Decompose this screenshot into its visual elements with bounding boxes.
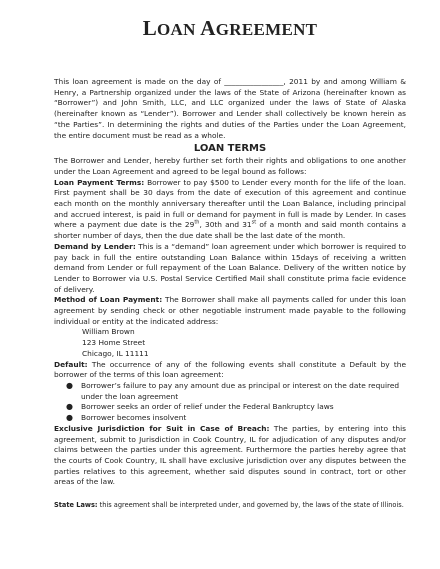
intro-paragraph: This loan agreement is made on the day of ________________, 2011 by and among William & Henry, a Partnership organized under the laws of the State of Arizona (hereinafter known as “Borrower”) and John Smith, LLC, and LLC organized under the laws of State of Alaska (hereinafter known as “Lender”). Borrower and Lender shall collectively be known herein as “the Parties”. In determining the rights and duties of the Parties under the Loan Agreement, the entire document must be read as a whole. [54, 77, 406, 140]
payment-address [82, 327, 406, 359]
payment-terms-label: Loan Payment Terms: [54, 177, 145, 187]
address-city: Chicago, IL 11111 [82, 348, 149, 358]
loan-terms-heading: LOAN TERMS [193, 143, 267, 155]
bullet-icon: ● [66, 402, 73, 412]
state-laws-label: State Laws: [54, 501, 98, 510]
list-item: ● Borrower seeks an order of relief under the Federal Bankruptcy laws [66, 402, 334, 412]
default-events-list [54, 381, 406, 424]
list-item: ● Borrower’s failure to pay any amount due as principal or interest on the date required under the loan agreement [66, 380, 400, 401]
demand-label: Demand by Lender: [54, 241, 136, 251]
document-title: LOAN AGREEMENT [142, 16, 318, 40]
default-paragraph: Default: The occurrence of any of the following events shall constitute a Default by the borrower of the terms of this loan agreement: [54, 359, 406, 380]
jurisdiction-paragraph: Exclusive Jurisdiction for Suit in Case of Breach: The parties, by entering into this agreement, submit to Jurisdiction in Cook Country, IL for adjudication of any disputes and/or claims between the parties under this agreement. Furthermore the parties hereby agree that the courts of Cook Country, IL shall have exclusive jurisdiction over any disputes between the parties relatives to this agreement, whether said disputes sound in contract, tort or other areas of the law. [54, 423, 406, 487]
terms-intro-paragraph: The Borrower and Lender, hereby further set forth their rights and obligations to one another under the Loan Agreement and agreed to be legal bound as follows: [54, 156, 406, 176]
bullet-icon: ● [66, 380, 73, 390]
jurisdiction-label: Exclusive Jurisdiction for Suit in Case of Breach: [54, 423, 270, 433]
document-page [54, 0, 406, 510]
default-label: Default: [54, 359, 88, 369]
demand-paragraph: Demand by Lender: This is a “demand” loan agreement under which borrower is required to pay back in full the entire outstanding Loan Balance within 15days of receiving a written demand from Lender or full repayment of the Loan Balance. Delivery of the written notice by Lender to Borrower via U.S. Postal Service Certified Mail shall constitute prima facie evidence of delivery. [54, 241, 406, 294]
address-name: William Brown [82, 327, 135, 337]
state-laws-paragraph: State Laws: this agreement shall be interpreted under, and governed by, the laws of the state of Illinois. [54, 501, 404, 510]
payment-terms-paragraph: Loan Payment Terms: Borrower to pay $500 to Lender every month for the life of the loan. First payment shall be 30 days from the date of execution of this agreement and continue each month on the monthly anniversary thereafter until the Loan Balance, including principal and accrued interest, is paid in full or demand for payment in full is made by Lender. In cases where a payment due date is the 29th, 30th and 31st of a month and said month contains a shorter number of days, then the due date shall be the last date of the month. [54, 177, 406, 241]
list-item: ● Borrower becomes insolvent [66, 413, 187, 423]
method-paragraph: Method of Loan Payment: The Borrower shall make all payments called for under this loan agreement by sending check or other negotiable instrument made payable to the following individual or entity at the indicated address: [54, 295, 406, 326]
method-label: Method of Loan Payment: [54, 295, 163, 305]
address-street: 123 Home Street [82, 338, 146, 348]
bullet-icon: ● [66, 413, 73, 423]
